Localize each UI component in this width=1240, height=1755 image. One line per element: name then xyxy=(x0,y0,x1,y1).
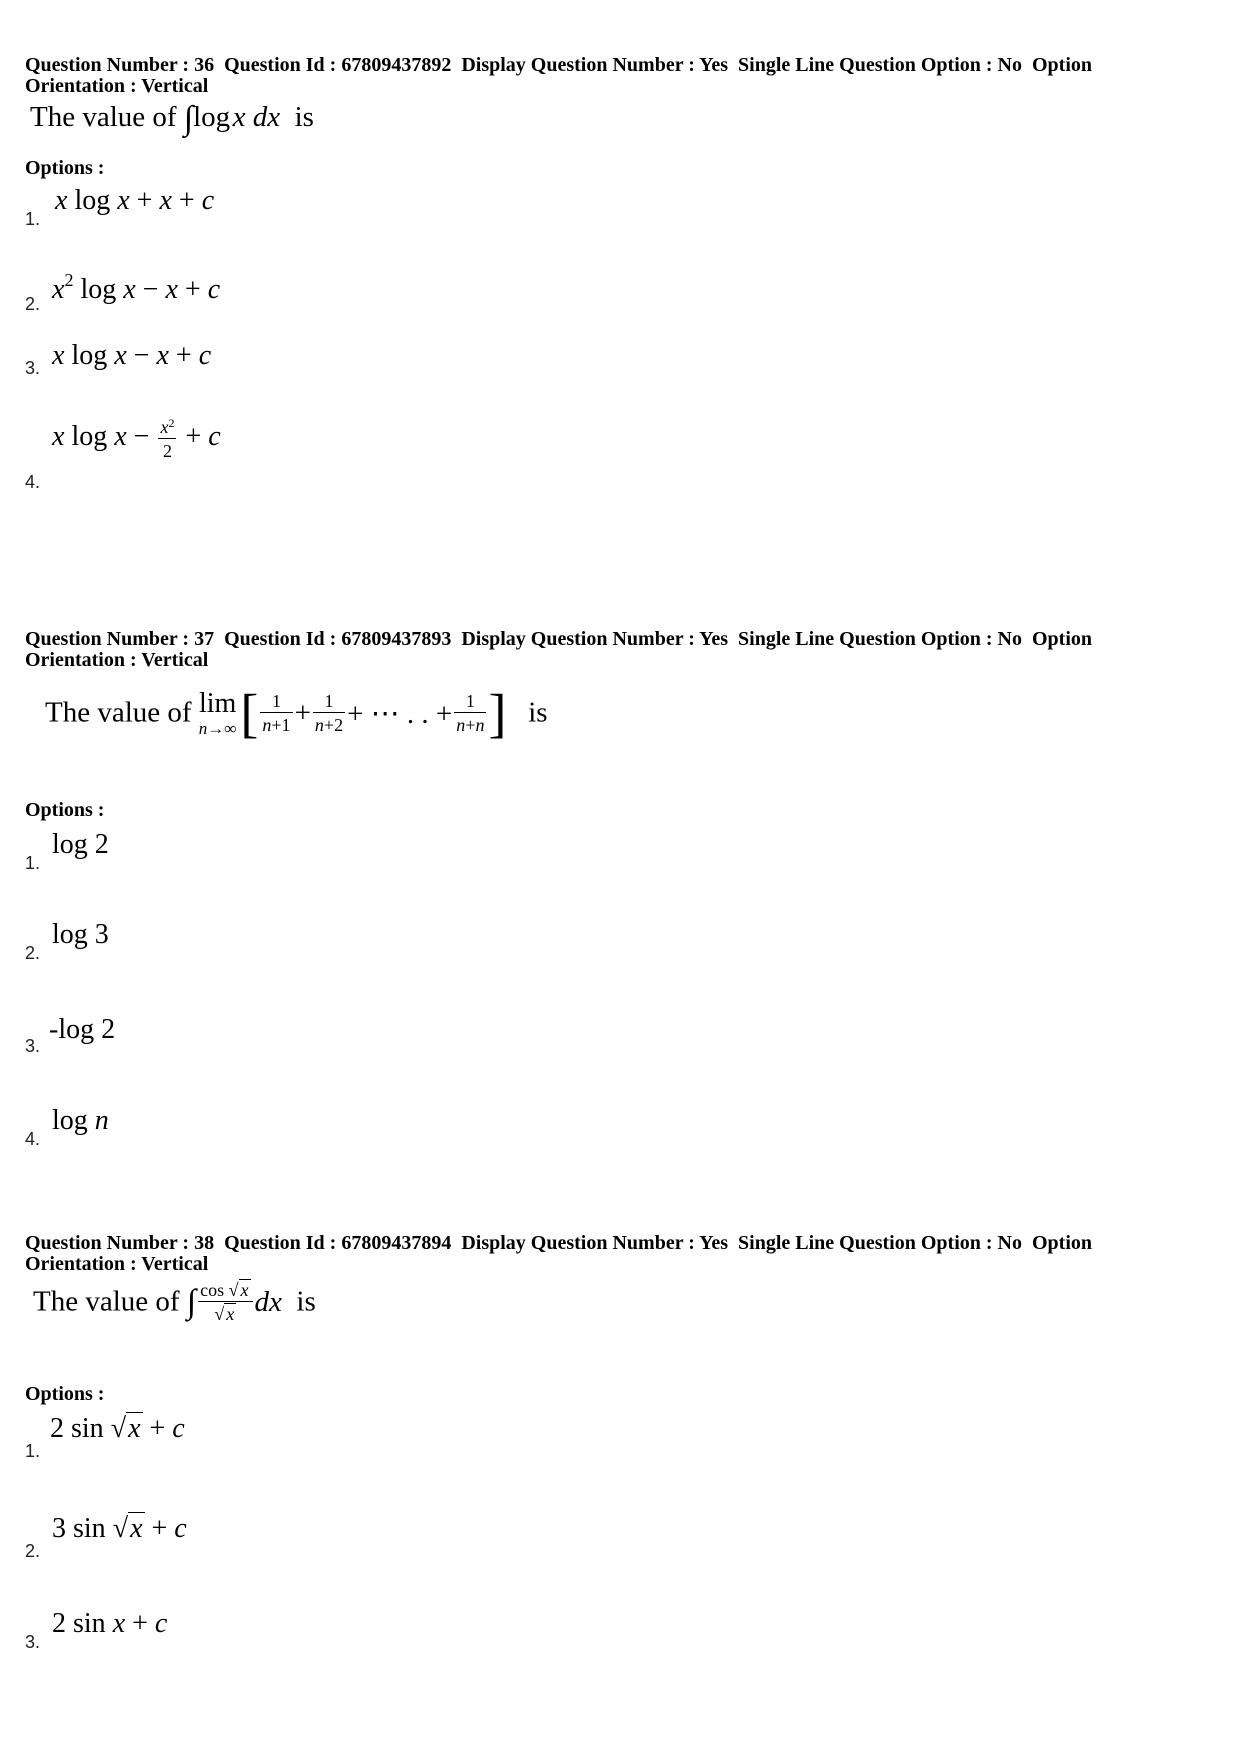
question-id: Question Id : 67809437892 xyxy=(224,54,452,76)
option-math: log 3 xyxy=(52,919,109,950)
option-3[interactable] xyxy=(25,1608,625,1668)
single-line-question-option: Single Line Question Option : No xyxy=(738,628,1022,650)
question-id: Question Id : 67809437893 xyxy=(224,628,452,650)
question-38 xyxy=(25,1232,1215,1652)
option-math: log 2 xyxy=(52,829,109,860)
options-label: Options : xyxy=(25,157,105,179)
option-math: 2 sin √x + c xyxy=(50,1413,185,1444)
question-text: The value of lim n→∞ [ $\frac{1}{n+1}$ + $\frac{1}{n+2}$ + ⋯ . . + $\frac{1}{n+n}$ ] is xyxy=(45,683,548,743)
question-number: Question Number : 37 xyxy=(25,628,215,650)
integral-expression: ∫log x dx xyxy=(183,100,281,137)
options-label: Options : xyxy=(25,799,105,821)
option-1[interactable] xyxy=(25,1413,625,1473)
option-4[interactable] xyxy=(25,415,625,505)
option-3[interactable] xyxy=(25,340,625,400)
option-number: 1. xyxy=(25,853,41,873)
question-header xyxy=(25,55,1185,97)
option-math: x log x + x + c xyxy=(55,185,215,216)
option-math: x log x − x + c xyxy=(52,340,212,371)
question-number: Question Number : 36 xyxy=(25,54,215,76)
question-number: Question Number : 38 xyxy=(25,1232,215,1254)
option-3[interactable] xyxy=(25,1014,625,1074)
option-number: 2. xyxy=(25,294,41,314)
option-number: 4. xyxy=(25,1129,41,1149)
limit-expression: lim n→∞ [ $\frac{1}{n+1}$ + $\frac{1}{n+2}$ + ⋯ . . + $\frac{1}{n+n}$ ] xyxy=(198,683,507,743)
option-number: 4. xyxy=(25,472,41,492)
integral-expression: ∫ $\frac{\cos √ x}{√ x}$ dx xyxy=(186,1280,282,1324)
exam-page xyxy=(25,0,1215,1755)
option-number: 2. xyxy=(25,1541,41,1561)
option-1[interactable] xyxy=(25,829,625,889)
single-line-question-option: Single Line Question Option : No xyxy=(738,1232,1022,1254)
question-header xyxy=(25,1233,1185,1275)
option-2[interactable] xyxy=(25,1513,625,1573)
option-orientation: Option Orientation : Vertical xyxy=(25,628,1093,671)
option-math: 3 sin √x + c xyxy=(52,1513,187,1544)
display-question-number: Display Question Number : Yes xyxy=(461,1232,729,1254)
option-math: log n xyxy=(52,1105,109,1136)
single-line-question-option: Single Line Question Option : No xyxy=(738,54,1022,76)
display-question-number: Display Question Number : Yes xyxy=(461,54,729,76)
question-text: The value of ∫log x dx is xyxy=(30,100,314,137)
question-id: Question Id : 67809437894 xyxy=(224,1232,452,1254)
question-37 xyxy=(25,628,1215,1149)
option-number: 1. xyxy=(25,209,41,229)
option-math: -log 2 xyxy=(49,1014,116,1045)
options-label: Options : xyxy=(25,1383,105,1405)
option-orientation: Option Orientation : Vertical xyxy=(25,1232,1093,1275)
display-question-number: Display Question Number : Yes xyxy=(461,628,729,650)
option-1[interactable] xyxy=(25,185,625,245)
question-text: The value of ∫ $\frac{\cos √ x}{√ x}$ dx is xyxy=(33,1280,316,1324)
option-4[interactable] xyxy=(25,1105,625,1169)
option-math: x log x − $\frac{x^2}{2}$ + c xyxy=(52,416,221,461)
option-2[interactable] xyxy=(25,919,625,979)
option-math: 2 sin x + c xyxy=(52,1608,168,1639)
option-number: 1. xyxy=(25,1441,41,1461)
option-number: 2. xyxy=(25,943,41,963)
option-number: 3. xyxy=(25,1632,41,1652)
option-orientation: Option Orientation : Vertical xyxy=(25,54,1093,97)
option-2[interactable] xyxy=(25,270,625,330)
question-36 xyxy=(25,54,1215,492)
option-math: $x^2$ log x − x + c xyxy=(52,270,221,305)
question-header xyxy=(25,629,1185,671)
option-number: 3. xyxy=(25,1036,41,1056)
option-number: 3. xyxy=(25,358,41,378)
